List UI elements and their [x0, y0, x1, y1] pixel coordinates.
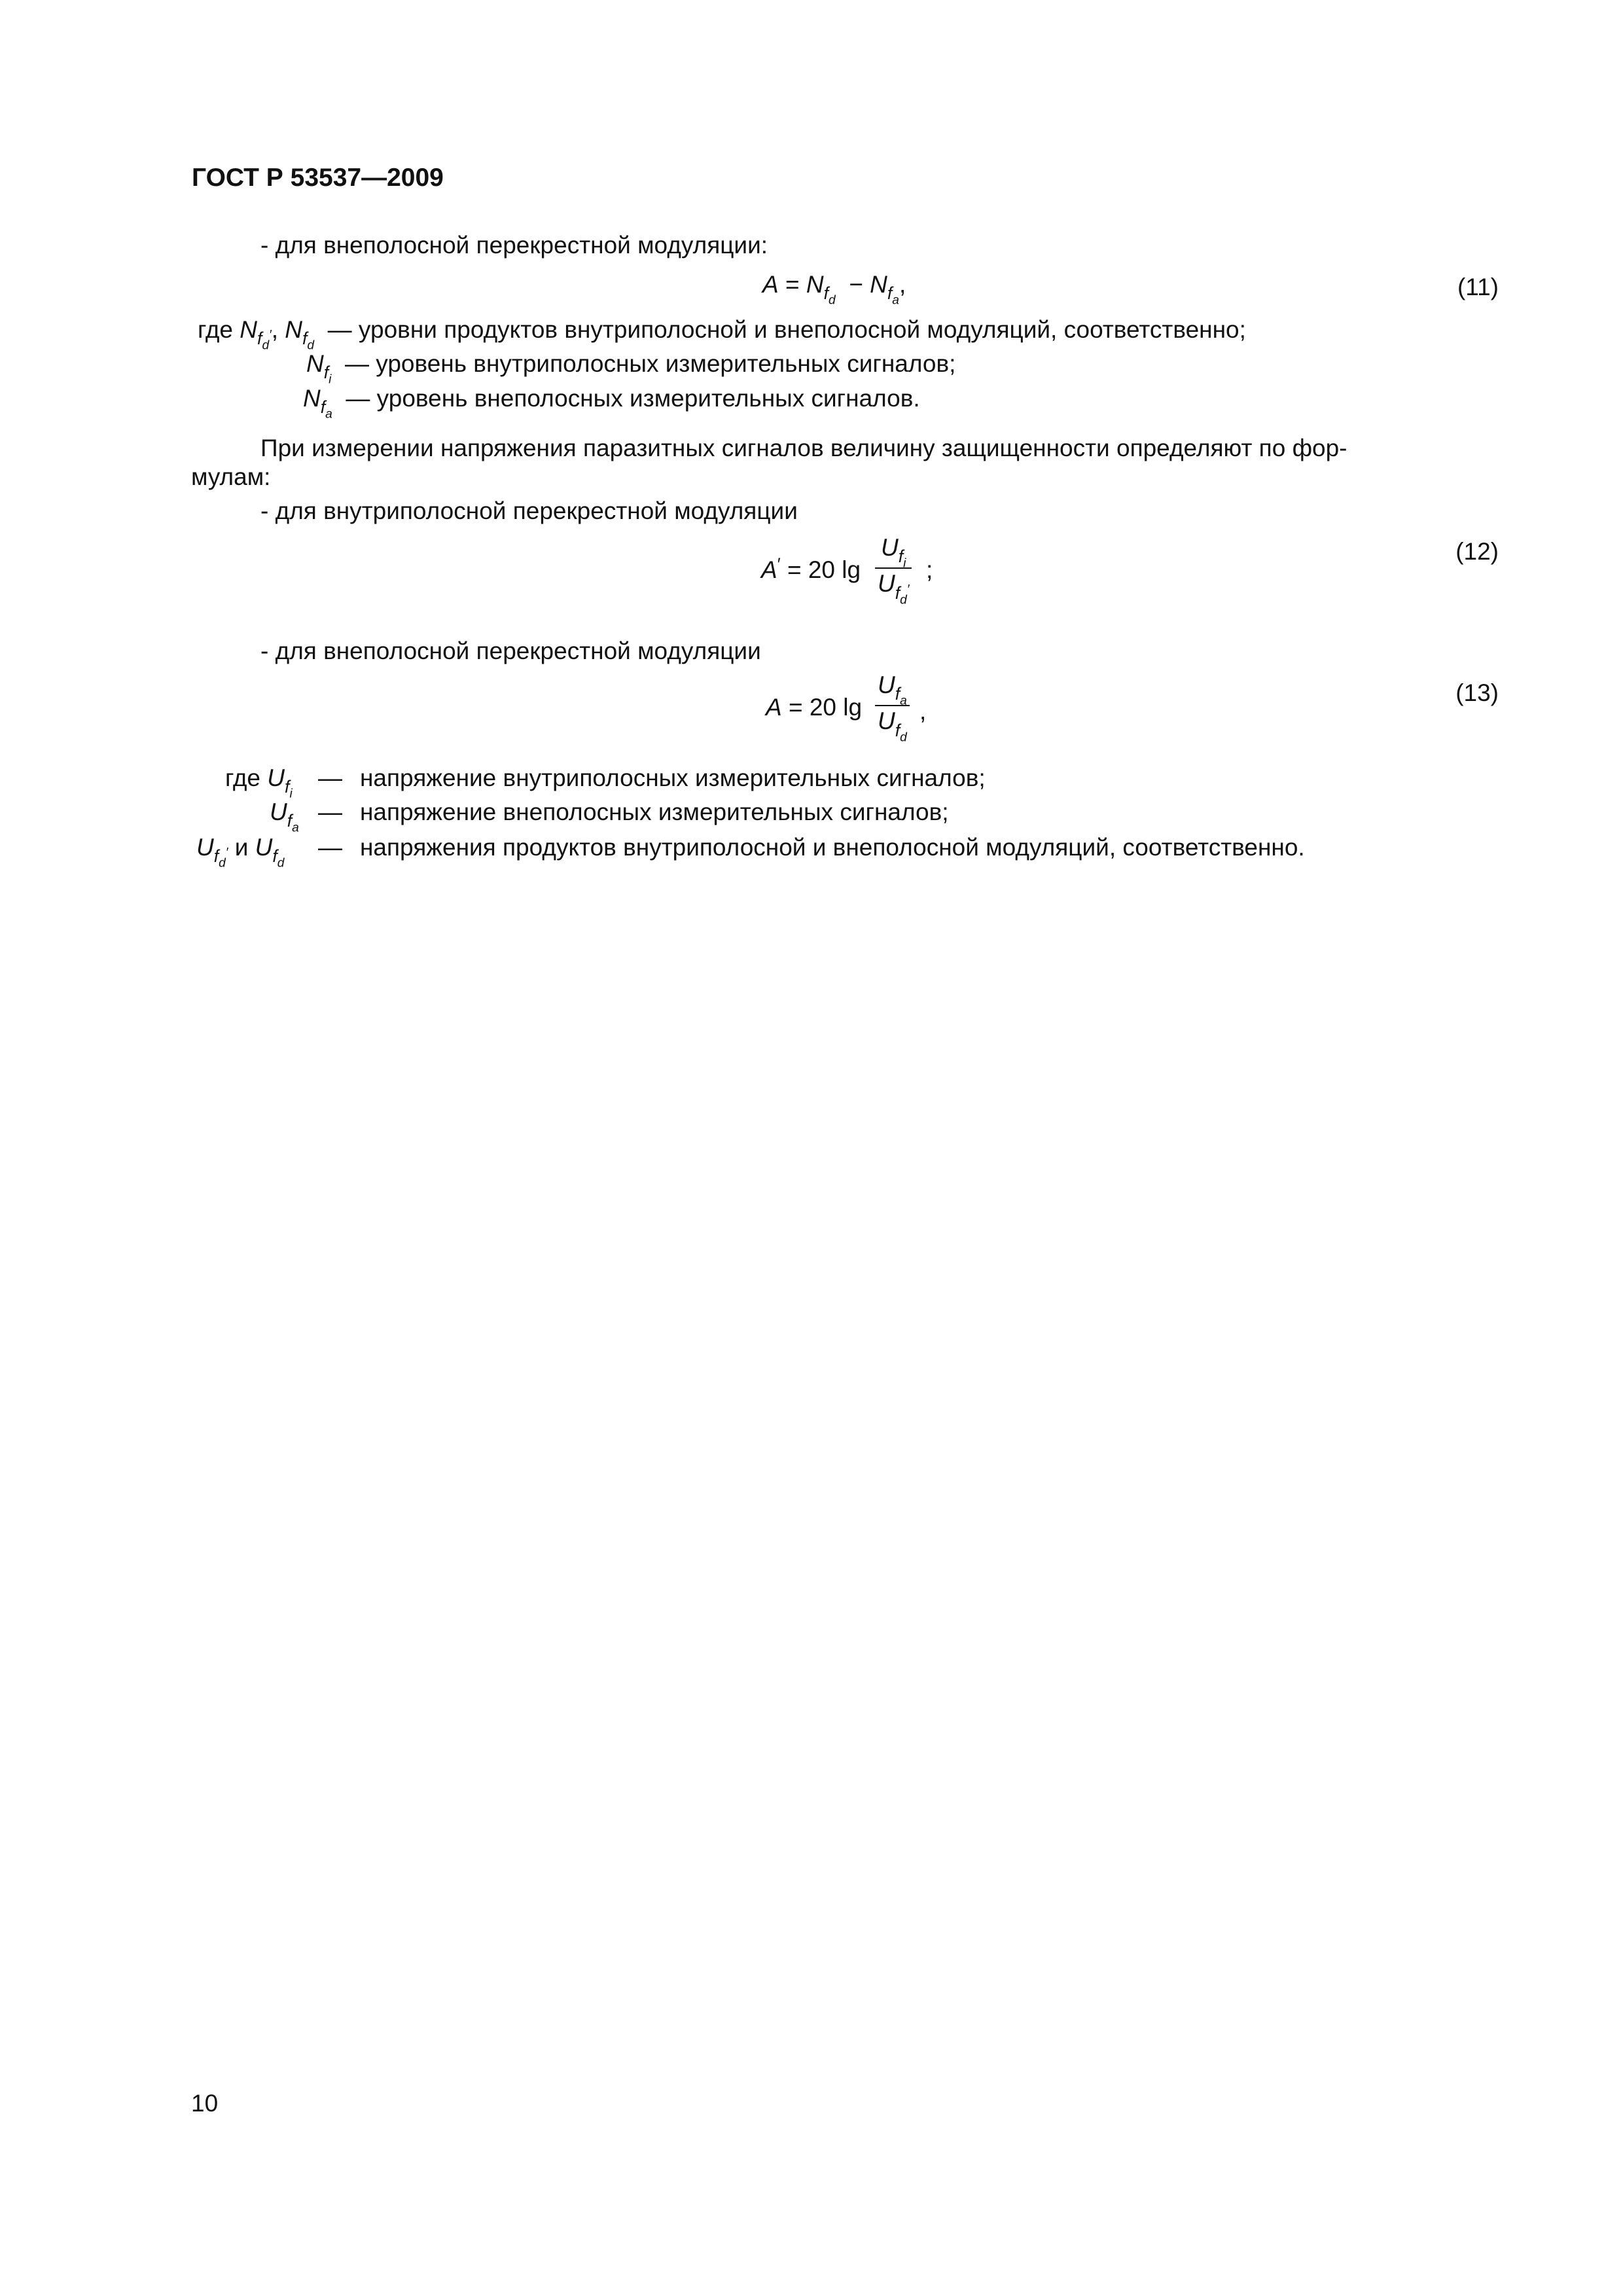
eq13-numerator: $U_{f_a}$ [878, 672, 907, 708]
document-header: ГОСТ Р 53537—2009 [192, 164, 444, 192]
where2-gde-label: где [225, 764, 261, 791]
symbol-N-fd: $N_{f_d}$ [285, 316, 315, 353]
where-1-text: — уровни продуктов внутриполосной и внеполосной модуляций, соответственно; [327, 316, 1246, 343]
fraction-bar [875, 567, 912, 569]
where2-line-1 [225, 764, 293, 801]
where2-dash-2: — [318, 798, 342, 825]
where-3-text: — уровень внеполосных измерительных сигналов. [346, 385, 920, 412]
where2-line-3 [196, 834, 285, 870]
list-item-inband-modulation: - для внутриполосной перекрестной модуляции [260, 497, 798, 524]
where-line-1: где $N_{f_d'}$, $N_{f_d}$ — уровни продуктов внутриполосной и внеполосной модуляций, соответственно; [198, 316, 1246, 353]
symbol-U-fi: $U_{f_i}$ [267, 764, 293, 801]
equation-number-11: (11) [1457, 274, 1499, 300]
where2-dash-1: — [318, 764, 342, 791]
equation-12-fraction [875, 534, 912, 607]
paragraph-line-2: мулам: [191, 463, 271, 490]
fraction-bar [875, 705, 910, 706]
equation-13-fraction [875, 672, 910, 744]
where2-text-2: напряжение внеполосных измерительных сигналов; [360, 798, 949, 825]
eq12-denominator: $U_{f_d'}$ [878, 570, 910, 607]
page-number: 10 [191, 2090, 219, 2117]
where2-text-1: напряжение внутриполосных измерительных сигналов; [360, 764, 986, 791]
symbol-U-fd: $U_{f_d}$ [255, 834, 285, 870]
where-line-2 [306, 350, 956, 387]
equation-12-lhs: A′ = 20 lg [761, 554, 861, 583]
symbol-N-fi: $N_{f_i}$ [306, 350, 332, 387]
eq11-term1: $N_{f_d}$ [806, 271, 836, 308]
where-2-text: — уровень внутриполосных измерительных сигналов; [344, 350, 956, 377]
where-gde-label: где [198, 316, 234, 343]
equation-number-13: (13) [1455, 679, 1499, 706]
where-line-3 [303, 385, 920, 422]
list-item-outband-modulation: - для внеполосной перекрестной модуляции: [260, 232, 768, 259]
where2-dash-3: — [318, 834, 342, 861]
where2-line-2 [270, 798, 299, 835]
list-item-outband-modulation-2: - для внеполосной перекрестной модуляции [260, 637, 761, 664]
eq11-comma: , [899, 271, 906, 298]
eq12-numerator: $U_{f_i}$ [881, 534, 906, 571]
equation-13-lhs: A = 20 lg [766, 694, 863, 721]
eq13-denominator: $U_{f_d}$ [878, 708, 907, 744]
eq12-punct: ; [926, 556, 933, 583]
eq11-minus: − [849, 271, 863, 298]
paragraph-line-1: При измерении напряжения паразитных сигналов величину защищенности определяют по фор- [260, 435, 1347, 461]
symbol-U-fa: $U_{f_a}$ [270, 798, 299, 835]
symbol-U-fd-prime: $U_{f_d'}$ [196, 834, 228, 870]
symbol-N-fd-prime: $N_{f_d'}$ [240, 316, 272, 353]
eq11-lhs: A [762, 271, 779, 298]
eq11-equals: = [785, 271, 800, 298]
equation-number-12: (12) [1455, 538, 1499, 565]
equation-11 [762, 271, 906, 308]
where2-and: и [234, 834, 249, 861]
symbol-N-fa: $N_{f_a}$ [303, 385, 332, 422]
eq13-punct: , [919, 698, 927, 725]
eq11-term2: $N_{f_a}$ [870, 271, 899, 308]
where2-text-3: напряжения продуктов внутриполосной и внеполосной модуляций, соответственно. [360, 834, 1305, 861]
